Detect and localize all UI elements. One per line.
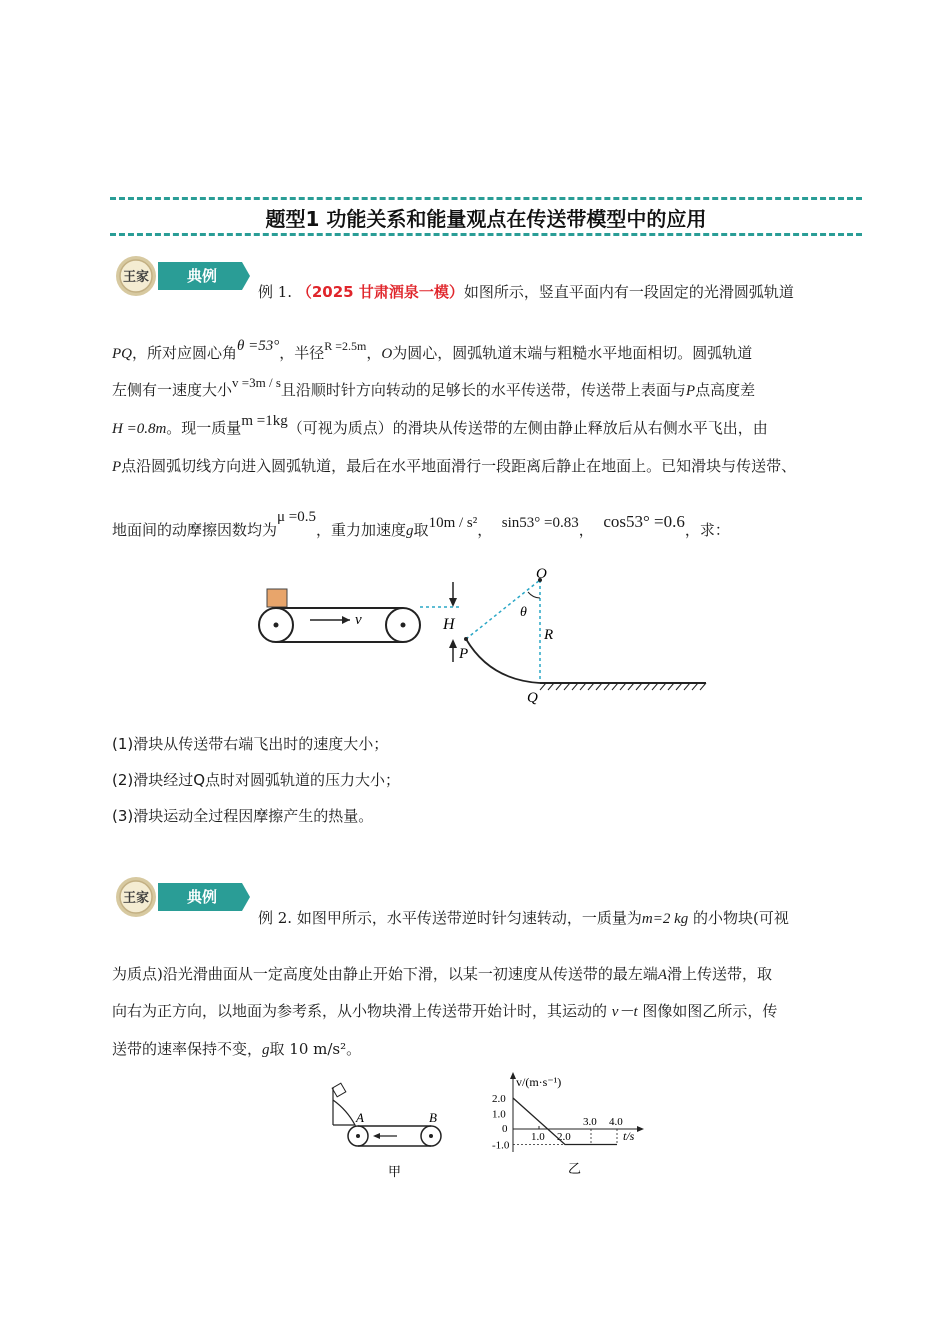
fig-a-caption: 甲 xyxy=(388,1164,402,1179)
x-tick-2: 2.0 xyxy=(557,1131,571,1143)
small-block xyxy=(332,1083,346,1097)
ex1-sin: sin53° =0.83 xyxy=(501,515,579,531)
x-tick-1: 1.0 xyxy=(531,1131,545,1143)
y-tick-2: 2.0 xyxy=(492,1093,506,1105)
ex1-speed: v =3m / s xyxy=(232,375,281,390)
svg-text:B: B xyxy=(429,1110,437,1125)
svg-text:A: A xyxy=(356,1110,364,1125)
ex2-intro: 例 2. xyxy=(258,909,293,927)
fig-b-caption: 乙 xyxy=(568,1161,582,1176)
fig1-H: H xyxy=(443,616,455,633)
ex1-height: H =0.8m xyxy=(112,421,167,437)
fig1-Q: Q xyxy=(527,690,538,706)
x-axis-label: t/s xyxy=(623,1129,635,1143)
ex1-mu: μ =0.5 xyxy=(277,509,317,525)
ex2-figure-b xyxy=(480,1068,655,1180)
ex1-question-2: (2)滑块经过Q点时对圆弧轨道的压力大小； xyxy=(112,771,401,789)
example-badge xyxy=(112,254,252,298)
y-tick-1: 1.0 xyxy=(492,1108,506,1121)
ex2-line2: 为质点)沿光滑曲面从一定高度处由静止开始下滑，以某一初速度从传送带的最左端A滑上传送带，取 xyxy=(112,965,773,983)
ex2-line3: 向右为正方向，以地面为参考系，从小物块滑上传送带开始计时，其运动的 v－t 图像如图乙所示，传 xyxy=(112,1002,778,1020)
x-tick-3: 3.0 xyxy=(583,1116,597,1128)
badge-label: 典例 xyxy=(186,269,218,285)
ex1-cos: cos53° =0.6 xyxy=(603,512,685,531)
origin-label: 0 xyxy=(502,1123,508,1135)
belt-direction-arrow xyxy=(342,616,350,624)
arc-track xyxy=(466,639,540,683)
ex1-line1: 例 1. （2025 甘肃酒泉一模）如图所示，竖直平面内有一段固定的光滑圆弧轨道 xyxy=(258,283,794,301)
ex1-angle: θ =53° xyxy=(237,338,280,354)
ex2-figure-a xyxy=(325,1080,450,1180)
ex1-question-3: (3)滑块运动全过程因摩擦产生的热量。 xyxy=(112,807,374,825)
svg-text:王家: 王家 xyxy=(122,890,150,905)
ground-hatch xyxy=(540,683,706,690)
ex2-mass: m=2 kg xyxy=(641,911,689,927)
title-top-rule xyxy=(110,197,862,200)
ex1-intro: 例 1. xyxy=(258,283,293,301)
ex1-line3: 左侧有一速度大小v =3m / s且沿顺时针方向转动的足够长的水平传送带，传送带上表面与P点高度差 xyxy=(112,375,756,399)
fig1-theta: θ xyxy=(520,605,527,620)
ex1-line4: H =0.8m。现一质量m =1kg（可视为质点）的滑块从传送带的左侧由静止释放后从右侧水平飞出，由 xyxy=(112,413,768,437)
y-tick-neg1: -1.0 xyxy=(492,1139,510,1152)
ex1-mass: m =1kg xyxy=(241,413,288,429)
ex1-source: （2025 甘肃酒泉一模） xyxy=(296,283,464,301)
example-badge-2 xyxy=(112,875,252,919)
title-bottom-rule xyxy=(110,233,862,236)
ex1-line6: 地面间的动摩擦因数均为μ =0.5，重力加速度g取10m / s²， sin53° =0.83， cos53° =0.6，求： xyxy=(112,509,730,539)
x-tick-4: 4.0 xyxy=(609,1116,623,1128)
fig1-P: P xyxy=(459,646,469,662)
svg-text:典例: 典例 xyxy=(186,890,218,906)
ex1-line2: PQ，所对应圆心角θ =53°，半径$^{R =2.5m}$，O为圆心，圆弧轨道末端与粗糙水平地面相切。圆弧轨道 xyxy=(112,338,753,362)
fig1-R: R xyxy=(544,627,554,643)
ex1-g: 10m / s² xyxy=(428,515,478,531)
badge-seal-text: 王家 xyxy=(122,269,150,284)
y-axis-label: v/(m·s⁻¹) xyxy=(516,1075,562,1089)
ex1-figure xyxy=(250,560,720,710)
fig1-O: O xyxy=(536,566,547,582)
ex1-radius: R =2.5m xyxy=(324,339,367,353)
slider-block xyxy=(267,589,287,607)
page-title: 题型1 功能关系和能量观点在传送带模型中的应用 xyxy=(265,207,707,231)
ex2-line1: 例 2. 如图甲所示，水平传送带逆时针匀速转动，一质量为m=2 kg 的小物块(可视 xyxy=(258,909,789,927)
ex1-question-1: (1)滑块从传送带右端飞出时的速度大小； xyxy=(112,735,389,753)
belt-left-arrow xyxy=(373,1133,380,1139)
fig1-v: v xyxy=(355,612,362,628)
ex1-line5: P点沿圆弧切线方向进入圆弧轨道，最后在水平地面滑行一段距离后静止在地面上。已知滑块与传送带、 xyxy=(112,457,797,475)
ex2-line4: 送带的速率保持不变，g取 10 m/s²。 xyxy=(112,1040,362,1058)
